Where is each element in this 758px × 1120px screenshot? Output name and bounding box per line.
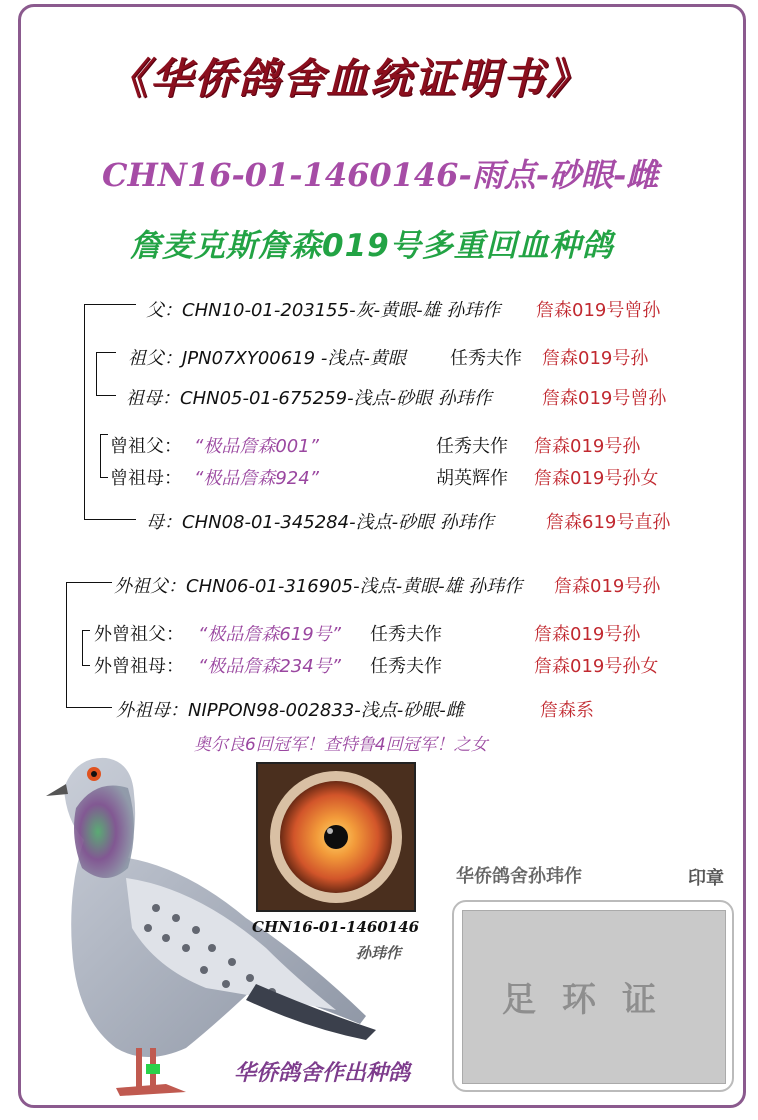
bracket-line [100, 434, 108, 435]
bracket-parents [84, 304, 85, 520]
bracket-line [66, 707, 112, 708]
grandmother-entry: 祖母：CHN05-01-675259-浅点-砂眼 孙玮作 [126, 388, 492, 409]
great-grandfather-tag: 詹森019号孙 [534, 436, 641, 457]
footer-text: 华侨鸽舍作出种鸽 [234, 1061, 411, 1086]
bracket-line [82, 630, 90, 631]
ring-certificate-text: 足环证 [502, 980, 682, 1020]
maternal-great-grandmother-author: 任秀夫作 [370, 656, 442, 677]
maternal-grandfather-entry: 外祖父：CHN06-01-316905-浅点-黄眼-雄 孙玮作 [114, 576, 523, 597]
eye-ring-number: CHN16-01-1460146 [252, 918, 420, 936]
bracket-line [84, 519, 136, 520]
bracket-great-grandparents [100, 434, 101, 478]
ring-number: CHN16-01-1460146-雨点-砂眼-雌 [102, 156, 659, 194]
achievement-note: 奥尔良6回冠军！查特鲁4回冠军！之女 [194, 735, 488, 755]
seal-label: 印章 [688, 868, 724, 889]
great-grandmother-label: 曾祖母： [110, 468, 182, 489]
great-grandmother-name: “极品詹森924” [194, 468, 320, 489]
mother-tag: 詹森619号直孙 [546, 512, 671, 533]
bloodline-subtitle: 詹麦克斯詹森019号多重回血种鸽 [130, 228, 614, 264]
maternal-great-grandmother-tag: 詹森019号孙女 [534, 656, 659, 677]
bracket-line [66, 582, 112, 583]
grandfather-author: 任秀夫作 [450, 348, 522, 369]
grandfather-entry: 祖父：JPN07XY00619 -浅点-黄眼 [128, 348, 406, 369]
great-grandfather-author: 任秀夫作 [436, 436, 508, 457]
maternal-grandmother-tag: 詹森系 [540, 700, 594, 721]
grandfather-tag: 詹森019号孙 [542, 348, 649, 369]
bracket-line [82, 665, 90, 666]
maternal-great-grandmother-name: “极品詹森234号” [198, 656, 342, 677]
bracket-grandparents [96, 352, 97, 396]
bracket-line [96, 395, 116, 396]
bracket-maternal [66, 582, 67, 708]
great-grandfather-name: “极品詹森001” [194, 436, 320, 457]
eye-photo [256, 762, 416, 912]
father-tag: 詹森019号曾孙 [536, 300, 661, 321]
maternal-great-grandfather-author: 任秀夫作 [370, 624, 442, 645]
maker-label: 华侨鸽舍孙玮作 [456, 866, 582, 887]
bracket-line [96, 352, 116, 353]
mother-entry: 母：CHN08-01-345284-浅点-砂眼 孙玮作 [146, 512, 494, 533]
bracket-line [100, 477, 108, 478]
maternal-great-grandfather-tag: 詹森019号孙 [534, 624, 641, 645]
eye-author: 孙玮作 [356, 944, 402, 962]
bracket-maternal-great [82, 630, 83, 666]
maternal-great-grandmother-label: 外曾祖母： [94, 656, 184, 677]
maternal-great-grandfather-name: “极品詹森619号” [198, 624, 342, 645]
father-entry: 父：CHN10-01-203155-灰-黄眼-雄 孙玮作 [146, 300, 501, 321]
certificate-title: 《华侨鸽舍血统证明书》 [106, 54, 591, 103]
maternal-grandmother-entry: 外祖母：NIPPON98-002833-浅点-砂眼-雌 [116, 700, 464, 721]
bracket-line [84, 304, 136, 305]
great-grandmother-tag: 詹森019号孙女 [534, 468, 659, 489]
maternal-grandfather-tag: 詹森019号孙 [554, 576, 661, 597]
great-grandmother-author: 胡英辉作 [436, 468, 508, 489]
grandmother-tag: 詹森019号曾孙 [542, 388, 667, 409]
maternal-great-grandfather-label: 外曾祖父： [94, 624, 184, 645]
great-grandfather-label: 曾祖父： [110, 436, 182, 457]
